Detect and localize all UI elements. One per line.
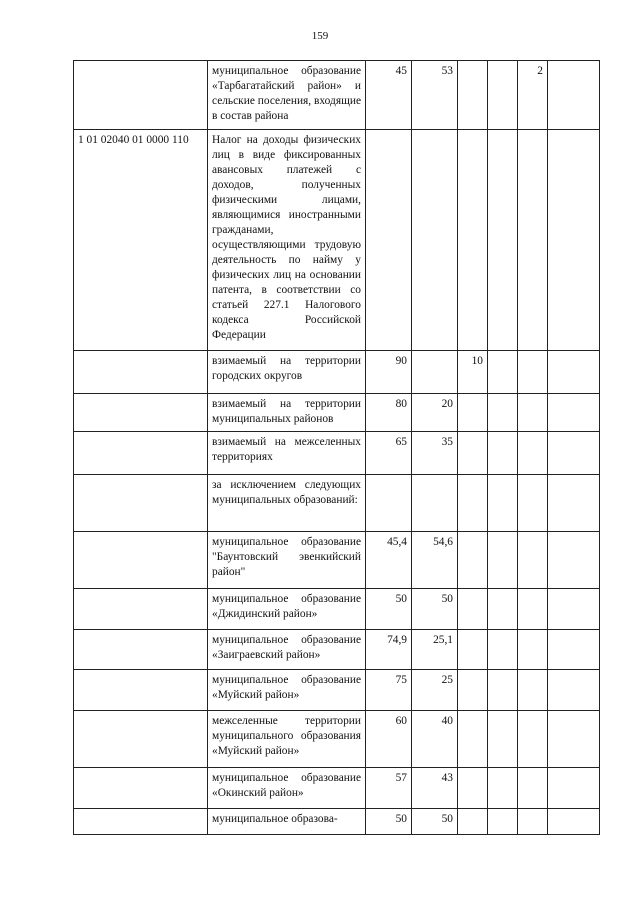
table-row [74, 809, 600, 835]
row-description: за исключением следующих муниципальных образований: [208, 475, 366, 532]
value-cell-2: 20 [412, 394, 458, 432]
row-code [74, 589, 208, 630]
row-description: муниципальное образование «Джидинский район» [208, 589, 366, 630]
value-cell-4 [488, 61, 518, 130]
value-cell-5 [518, 394, 548, 432]
value-cell-3 [458, 432, 488, 475]
table-row [74, 630, 600, 670]
table-row [74, 768, 600, 809]
value-cell-5 [518, 130, 548, 351]
value-cell-6 [548, 432, 600, 475]
value-cell-3 [458, 809, 488, 835]
row-description: муниципальное образование "Баунтовский эвенкийский район" [208, 532, 366, 589]
value-cell-5 [518, 768, 548, 809]
value-cell-5 [518, 432, 548, 475]
value-cell-4 [488, 532, 518, 589]
value-cell-1: 50 [366, 809, 412, 835]
row-code: 1 01 02040 01 0000 110 [74, 130, 208, 351]
value-cell-1 [366, 130, 412, 351]
table-row [74, 670, 600, 711]
row-code [74, 351, 208, 394]
value-cell-1: 74,9 [366, 630, 412, 670]
value-cell-3 [458, 768, 488, 809]
value-cell-6 [548, 670, 600, 711]
value-cell-5 [518, 351, 548, 394]
row-code [74, 711, 208, 768]
value-cell-3 [458, 394, 488, 432]
page-number: 159 [311, 30, 329, 42]
value-cell-6 [548, 394, 600, 432]
value-cell-6 [548, 130, 600, 351]
value-cell-2: 25 [412, 670, 458, 711]
row-description: взимаемый на территории муниципальных районов [208, 394, 366, 432]
row-description: муниципальное образование «Тарбагатайский район» и сельские поселения, входящие в состав района [208, 61, 366, 130]
distribution-table [73, 60, 600, 835]
value-cell-6 [548, 61, 600, 130]
value-cell-1: 90 [366, 351, 412, 394]
table-row [74, 432, 600, 475]
row-description: взимаемый на территории городских округов [208, 351, 366, 394]
value-cell-1: 60 [366, 711, 412, 768]
value-cell-4 [488, 809, 518, 835]
row-code [74, 475, 208, 532]
value-cell-6 [548, 475, 600, 532]
value-cell-4 [488, 589, 518, 630]
value-cell-2 [412, 475, 458, 532]
value-cell-4 [488, 475, 518, 532]
value-cell-2: 40 [412, 711, 458, 768]
row-code [74, 532, 208, 589]
value-cell-1: 65 [366, 432, 412, 475]
value-cell-2: 54,6 [412, 532, 458, 589]
row-code [74, 809, 208, 835]
table-row [74, 589, 600, 630]
value-cell-1: 45 [366, 61, 412, 130]
value-cell-1: 57 [366, 768, 412, 809]
value-cell-2: 35 [412, 432, 458, 475]
value-cell-6 [548, 711, 600, 768]
value-cell-1: 50 [366, 589, 412, 630]
table-row [74, 130, 600, 351]
row-description: муниципальное образование «Окинский район» [208, 768, 366, 809]
value-cell-1: 45,4 [366, 532, 412, 589]
value-cell-6 [548, 768, 600, 809]
table-row [74, 711, 600, 768]
value-cell-3: 10 [458, 351, 488, 394]
value-cell-5 [518, 711, 548, 768]
table-row [74, 532, 600, 589]
value-cell-3 [458, 589, 488, 630]
value-cell-5 [518, 630, 548, 670]
row-description: муниципальное образование «Муйский район» [208, 670, 366, 711]
row-code [74, 670, 208, 711]
value-cell-6 [548, 532, 600, 589]
row-description: Налог на доходы физических лиц в виде фиксированных авансовых платежей с доходов, полученных физическими лицами, являющимися иностранными гражданами, осуществляющими трудовую деятельность по найму у физических лиц на основании патента, в соответствии со статьей 227.1 Налогового кодекса Российской Федерации [208, 130, 366, 351]
value-cell-2 [412, 351, 458, 394]
value-cell-4 [488, 768, 518, 809]
value-cell-3 [458, 711, 488, 768]
value-cell-6 [548, 809, 600, 835]
row-code [74, 630, 208, 670]
value-cell-5 [518, 589, 548, 630]
value-cell-1 [366, 475, 412, 532]
value-cell-4 [488, 432, 518, 475]
value-cell-3 [458, 61, 488, 130]
value-cell-6 [548, 351, 600, 394]
value-cell-4 [488, 130, 518, 351]
row-description: взимаемый на межселенных территориях [208, 432, 366, 475]
row-code [74, 61, 208, 130]
row-code [74, 768, 208, 809]
table-row [74, 351, 600, 394]
value-cell-5 [518, 532, 548, 589]
value-cell-6 [548, 630, 600, 670]
row-description: межселенные территории муниципального образования «Муйский район» [208, 711, 366, 768]
value-cell-3 [458, 130, 488, 351]
value-cell-5 [518, 809, 548, 835]
row-code [74, 432, 208, 475]
value-cell-4 [488, 394, 518, 432]
table-row [74, 475, 600, 532]
value-cell-2: 43 [412, 768, 458, 809]
value-cell-4 [488, 670, 518, 711]
value-cell-1: 75 [366, 670, 412, 711]
value-cell-5 [518, 475, 548, 532]
value-cell-6 [548, 589, 600, 630]
value-cell-3 [458, 630, 488, 670]
value-cell-4 [488, 351, 518, 394]
value-cell-2: 50 [412, 809, 458, 835]
value-cell-3 [458, 475, 488, 532]
value-cell-2: 53 [412, 61, 458, 130]
value-cell-4 [488, 711, 518, 768]
value-cell-5: 2 [518, 61, 548, 130]
value-cell-3 [458, 532, 488, 589]
table-row [74, 61, 600, 130]
value-cell-5 [518, 670, 548, 711]
value-cell-3 [458, 670, 488, 711]
value-cell-1: 80 [366, 394, 412, 432]
row-code [74, 394, 208, 432]
table-row [74, 394, 600, 432]
value-cell-2: 50 [412, 589, 458, 630]
value-cell-2: 25,1 [412, 630, 458, 670]
row-description: муниципальное образова- [208, 809, 366, 835]
value-cell-2 [412, 130, 458, 351]
row-description: муниципальное образование «Заиграевский район» [208, 630, 366, 670]
value-cell-4 [488, 630, 518, 670]
